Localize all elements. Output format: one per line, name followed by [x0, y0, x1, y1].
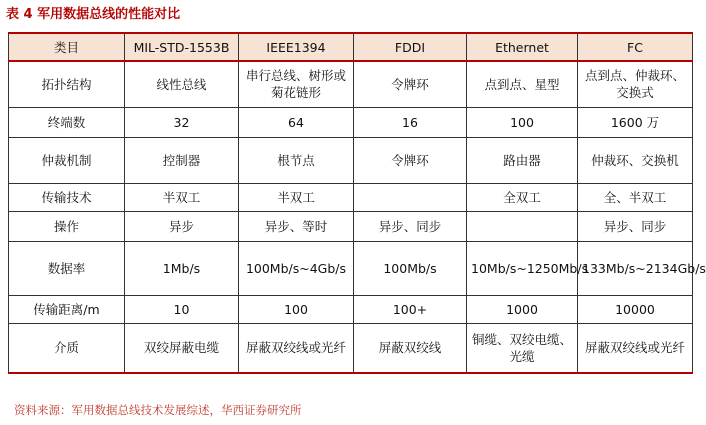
row-label: 仲裁机制 — [9, 137, 125, 183]
table-row — [9, 211, 693, 241]
header-fc: FC — [578, 33, 693, 61]
table-cell: 仲裁环、交换机 — [578, 137, 693, 183]
table-cell: 半双工 — [239, 183, 354, 211]
table-cell: 点到点、仲裁环、交换式 — [578, 61, 693, 107]
table-cell: 异步、等时 — [239, 211, 354, 241]
table-cell: 令牌环 — [354, 137, 467, 183]
header-category: 类目 — [9, 33, 125, 61]
comparison-table-container — [8, 32, 706, 374]
table-cell: 10000 — [578, 295, 693, 323]
table-cell: 铜缆、双绞电缆、光缆 — [467, 323, 578, 373]
table-cell: 100+ — [354, 295, 467, 323]
table-cell: 16 — [354, 107, 467, 137]
row-label: 终端数 — [9, 107, 125, 137]
table-row — [9, 295, 693, 323]
header-ethernet: Ethernet — [467, 33, 578, 61]
table-cell: 线性总线 — [125, 61, 239, 107]
table-cell: 64 — [239, 107, 354, 137]
table-row — [9, 241, 693, 295]
table-cell: 双绞屏蔽电缆 — [125, 323, 239, 373]
header-fddi: FDDI — [354, 33, 467, 61]
table-cell: 令牌环 — [354, 61, 467, 107]
table-row — [9, 107, 693, 137]
table-cell: 控制器 — [125, 137, 239, 183]
row-label: 传输技术 — [9, 183, 125, 211]
table-cell: 半双工 — [125, 183, 239, 211]
table-cell: 32 — [125, 107, 239, 137]
table-cell — [354, 183, 467, 211]
table-cell: 屏蔽双绞线或光纤 — [578, 323, 693, 373]
row-label: 数据率 — [9, 241, 125, 295]
table-title: 表 4 军用数据总线的性能对比 — [6, 7, 181, 22]
table-cell — [467, 211, 578, 241]
table-cell: 10 — [125, 295, 239, 323]
table-cell: 1600 万 — [578, 107, 693, 137]
table-cell: 10Mb/s~1250Mb/s — [467, 241, 578, 295]
header-mil-std-1553b: MIL-STD-1553B — [125, 33, 239, 61]
source-note: 资料来源：军用数据总线技术发展综述，华西证券研究所 — [14, 403, 302, 417]
table-cell: 1Mb/s — [125, 241, 239, 295]
table-cell: 串行总线、树形或菊花链形 — [239, 61, 354, 107]
table-row — [9, 323, 693, 373]
table-cell: 100 — [467, 107, 578, 137]
row-label: 传输距离/m — [9, 295, 125, 323]
table-cell: 100Mb/s~4Gb/s — [239, 241, 354, 295]
table-cell: 100Mb/s — [354, 241, 467, 295]
table-row — [9, 137, 693, 183]
table-cell: 路由器 — [467, 137, 578, 183]
table-cell: 全、半双工 — [578, 183, 693, 211]
table-cell: 133Mb/s~2134Gb/s — [578, 241, 693, 295]
table-cell: 点到点、星型 — [467, 61, 578, 107]
table-cell: 全双工 — [467, 183, 578, 211]
table-cell: 屏蔽双绞线 — [354, 323, 467, 373]
table-cell: 根节点 — [239, 137, 354, 183]
row-label: 介质 — [9, 323, 125, 373]
table-cell: 异步 — [125, 211, 239, 241]
header-row — [9, 33, 693, 61]
row-label: 操作 — [9, 211, 125, 241]
table-cell: 异步、同步 — [354, 211, 467, 241]
table-row — [9, 183, 693, 211]
table-cell: 100 — [239, 295, 354, 323]
table-cell: 屏蔽双绞线或光纤 — [239, 323, 354, 373]
row-label: 拓扑结构 — [9, 61, 125, 107]
table-cell: 异步、同步 — [578, 211, 693, 241]
header-ieee1394: IEEE1394 — [239, 33, 354, 61]
table-row — [9, 61, 693, 107]
table-cell: 1000 — [467, 295, 578, 323]
comparison-table — [8, 32, 706, 374]
